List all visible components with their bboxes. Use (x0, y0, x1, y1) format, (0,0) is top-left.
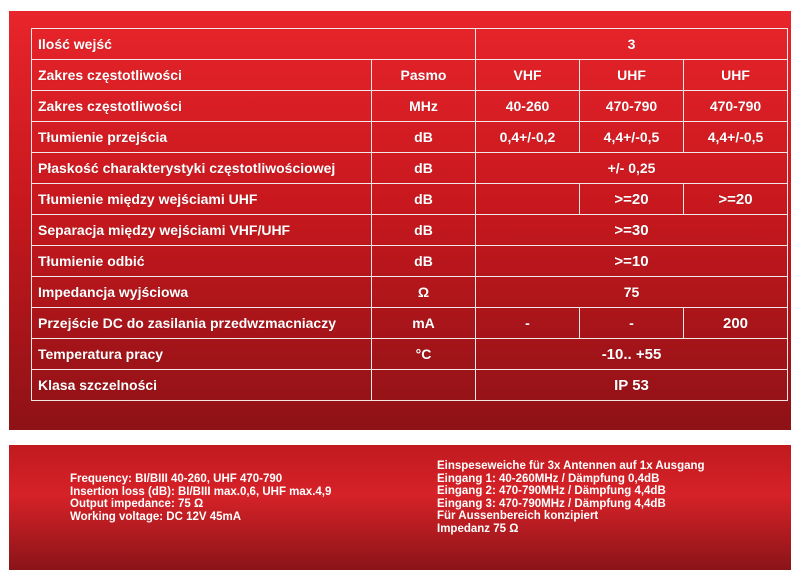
table-row-insertion-loss (32, 122, 788, 153)
row-label: Tłumienie przejścia (32, 122, 372, 153)
row-value: >=30 (476, 215, 788, 246)
table-row-inputs (32, 29, 788, 60)
row-value: 75 (476, 277, 788, 308)
row-value: 4,4+/-0,5 (580, 122, 684, 153)
row-label: Temperatura pracy (32, 339, 372, 370)
info-line: Eingang 3: 470-790MHz / Dämpfung 4,4dB (437, 497, 666, 510)
row-unit: dB (372, 215, 476, 246)
row-value: +/- 0,25 (476, 153, 788, 184)
table-row-band (32, 60, 788, 91)
row-label: Klasa szczelności (32, 370, 372, 401)
row-value: 470-790 (580, 91, 684, 122)
info-line: Frequency: BI/BIII 40-260, UHF 470-790 (70, 473, 283, 485)
row-value: 0,4+/-0,2 (476, 122, 580, 153)
info-panel (9, 445, 791, 570)
row-unit: mA (372, 308, 476, 339)
info-line: Eingang 2: 470-790MHz / Dämpfung 4,4dB (437, 485, 666, 498)
row-label: Ilość wejść (32, 29, 476, 60)
table-row-flatness (32, 153, 788, 184)
info-line: Eingang 1: 40-260MHz / Dämpfung 0,4dB (437, 472, 660, 485)
info-line: Output impedance: 75 Ω (70, 498, 204, 511)
row-value: >=20 (684, 184, 788, 215)
table-row-return-loss (32, 246, 788, 277)
info-line: Impedanz 75 Ω (437, 522, 519, 535)
row-unit: Pasmo (372, 60, 476, 91)
info-english (70, 473, 331, 523)
row-label: Tłumienie odbić (32, 246, 372, 277)
row-label: Przejście DC do zasilania przedwzmacniaczy (32, 308, 372, 339)
row-value: -10.. +55 (476, 339, 788, 370)
row-value: - (476, 308, 580, 339)
info-line: Insertion loss (dB): BI/BIII max.0,6, UHF max.4,9 (70, 485, 332, 498)
row-unit: dB (372, 153, 476, 184)
row-value (476, 184, 580, 215)
row-value: >=20 (580, 184, 684, 215)
info-line: Einspeseweiche für 3x Antennen auf 1x Ausgang (437, 460, 705, 472)
info-line: Für Aussenbereich konzipiert (437, 510, 599, 523)
row-value: 200 (684, 308, 788, 339)
row-unit: dB (372, 184, 476, 215)
row-value: IP 53 (476, 370, 788, 401)
info-line: Working voltage: DC 12V 45mA (70, 510, 242, 523)
row-unit (372, 370, 476, 401)
row-value: UHF (580, 60, 684, 91)
row-unit: dB (372, 122, 476, 153)
table-row-temperature (32, 339, 788, 370)
row-value: 3 (476, 29, 788, 60)
spec-panel (9, 11, 791, 430)
row-label: Zakres częstotliwości (32, 91, 372, 122)
row-label: Impedancja wyjściowa (32, 277, 372, 308)
row-value: - (580, 308, 684, 339)
row-unit: °C (372, 339, 476, 370)
row-value: 4,4+/-0,5 (684, 122, 788, 153)
row-unit: Ω (372, 277, 476, 308)
row-label: Zakres częstotliwości (32, 60, 372, 91)
table-row-impedance (32, 277, 788, 308)
table-row-separation (32, 215, 788, 246)
table-row-uhf-isolation (32, 184, 788, 215)
table-row-frequency (32, 91, 788, 122)
info-german (437, 460, 705, 536)
row-value: 40-260 (476, 91, 580, 122)
row-label: Płaskość charakterystyki częstotliwościowej (32, 153, 372, 184)
row-value: UHF (684, 60, 788, 91)
table-row-ip-class (32, 370, 788, 401)
spec-table (31, 28, 788, 401)
row-value: 470-790 (684, 91, 788, 122)
row-label: Tłumienie między wejściami UHF (32, 184, 372, 215)
row-unit: MHz (372, 91, 476, 122)
row-unit: dB (372, 246, 476, 277)
row-value: >=10 (476, 246, 788, 277)
row-value: VHF (476, 60, 580, 91)
row-label: Separacja między wejściami VHF/UHF (32, 215, 372, 246)
table-row-dc-pass (32, 308, 788, 339)
